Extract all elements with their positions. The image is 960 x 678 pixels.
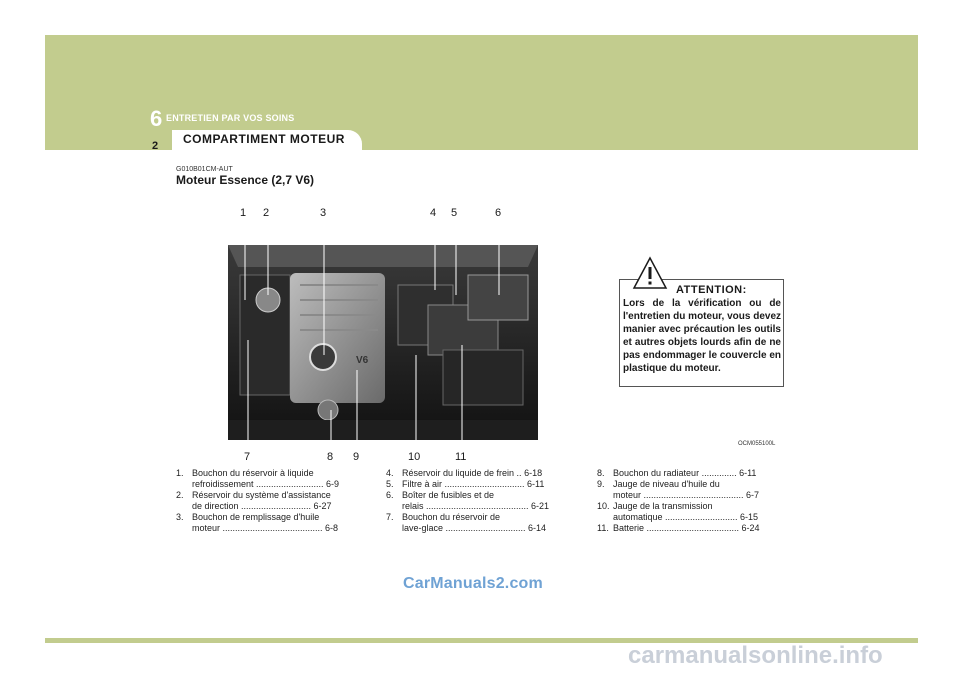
list-item: [386, 490, 574, 512]
callout-9: 9: [353, 451, 360, 463]
callout-2: 2: [263, 207, 270, 219]
callout-4: 4: [430, 207, 437, 219]
warning-icon: [632, 256, 668, 290]
legend-column-3: [597, 468, 785, 534]
callout-10: 10: [408, 451, 421, 463]
legend-column-2: [386, 468, 574, 534]
item-text-cont: refroidissement ........................... 6-9: [192, 479, 340, 489]
item-text-cont: moteur ........................................ 6-8: [192, 523, 339, 533]
chapter-number: 6: [150, 106, 163, 131]
item-text-cont: de direction ............................ 6-27: [192, 501, 332, 511]
engine-badge: V6: [356, 355, 369, 366]
chapter-title: ENTRETIEN PAR VOS SOINS: [166, 113, 295, 123]
callout-1: 1: [240, 207, 247, 219]
list-item: [176, 512, 364, 534]
item-text: Filtre à air ................................ 6-11: [402, 479, 545, 489]
item-text-cont: moteur ........................................ 6-7: [613, 490, 760, 500]
list-item: [597, 523, 785, 534]
item-number: 6.: [386, 490, 394, 500]
legend-column-1: [176, 468, 364, 534]
warning-text: Lors de la vérification ou de l'entretien du moteur, vous devez manier avec précaution les outils et autres objets lourds afin de ne pas endommager le couvercle en plastique du moteur.: [623, 298, 781, 374]
section-title: COMPARTIMENT MOTEUR: [183, 132, 345, 146]
item-text: Batterie ..................................... 6-24: [613, 523, 760, 533]
list-item: [176, 468, 364, 490]
item-number: 4.: [386, 468, 394, 478]
callout-7: 7: [244, 451, 251, 463]
item-number: 11.: [597, 523, 609, 533]
item-number: 9.: [597, 479, 605, 489]
item-text: Bouchon du réservoir à liquide: [192, 468, 314, 478]
callout-3: 3: [320, 207, 327, 219]
item-number: 5.: [386, 479, 394, 489]
item-text: Boîter de fusibles et de: [402, 490, 495, 500]
page-number: 2: [152, 140, 159, 152]
list-item: [597, 501, 785, 523]
watermark-carmanuals2[interactable]: CarManuals2.com: [403, 575, 543, 592]
callout-6: 6: [495, 207, 502, 219]
item-text: Jauge de niveau d'huile du: [613, 479, 720, 489]
section-code: G010B01CM-AUT: [176, 166, 233, 173]
item-text: Jauge de la transmission: [613, 501, 713, 511]
item-text-cont: relais ......................................... 6-21: [402, 501, 550, 511]
item-text: Bouchon du radiateur .............. 6-11: [613, 468, 757, 478]
item-number: 3.: [176, 512, 184, 522]
watermark-carmanualsonline[interactable]: carmanualsonline.info: [628, 642, 883, 669]
list-item: [386, 479, 574, 490]
item-text: Réservoir du liquide de frein .. 6-18: [402, 468, 543, 478]
engine-photo: [228, 245, 538, 440]
list-item: [597, 479, 785, 501]
item-text-cont: lave-glace ................................ 6-14: [402, 523, 547, 533]
item-text: Bouchon de remplissage d'huile: [192, 512, 320, 522]
list-item: [176, 490, 364, 512]
item-text: Bouchon du réservoir de: [402, 512, 501, 522]
item-number: 8.: [597, 468, 605, 478]
figure-code: OCM055100L: [738, 441, 776, 447]
item-number: 10.: [597, 501, 610, 511]
callout-5: 5: [451, 207, 458, 219]
list-item: [386, 512, 574, 534]
item-text-cont: automatique ............................. 6-15: [613, 512, 759, 522]
item-text: Réservoir du système d'assistance: [192, 490, 331, 500]
section-heading: Moteur Essence (2,7 V6): [176, 173, 315, 187]
warning-title: ATTENTION:: [676, 284, 747, 296]
item-number: 1.: [176, 468, 184, 478]
callout-8: 8: [327, 451, 334, 463]
item-number: 7.: [386, 512, 394, 522]
callout-11: 11: [455, 451, 467, 463]
item-number: 2.: [176, 490, 184, 500]
list-item: [386, 468, 574, 479]
list-item: [597, 468, 785, 479]
